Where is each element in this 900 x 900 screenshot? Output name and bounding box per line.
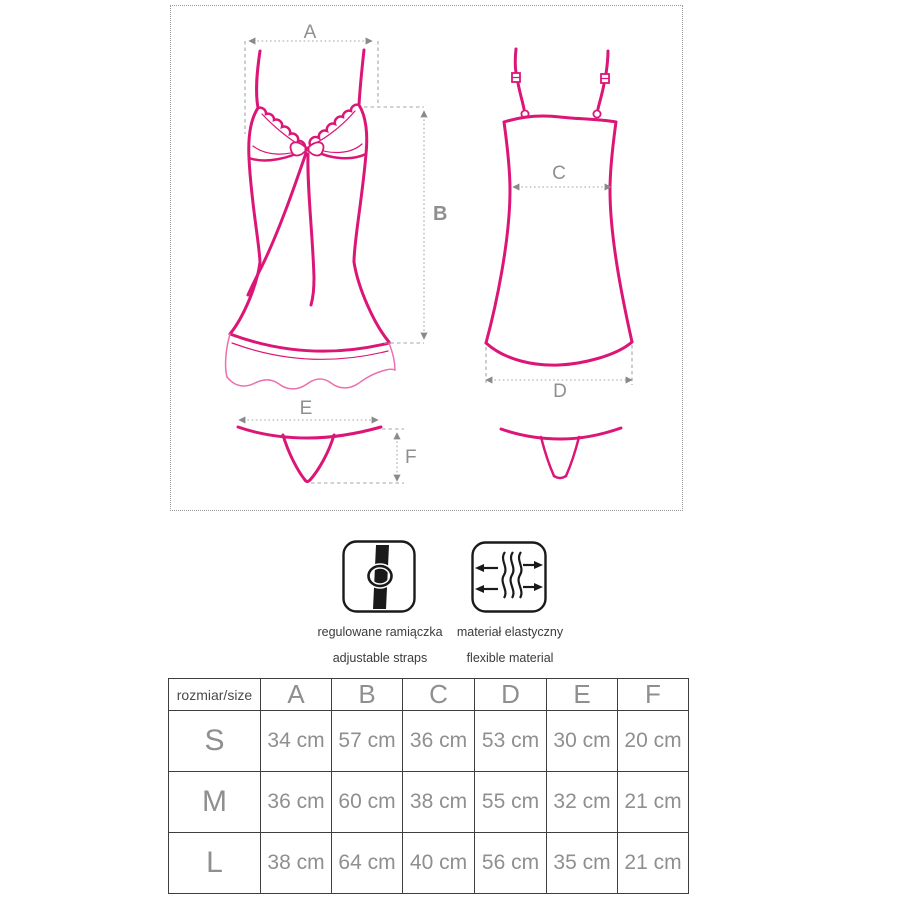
value-cell: 36 cm <box>261 772 332 833</box>
header-cell-f: F <box>618 679 689 711</box>
value-cell: 60 cm <box>332 772 403 833</box>
caption-en: flexible material <box>466 651 554 665</box>
value-cell: 35 cm <box>547 833 618 894</box>
value-cell: 38 cm <box>403 772 475 833</box>
header-cell-c: C <box>403 679 475 711</box>
table-row-s <box>169 711 689 772</box>
flexible-material-caption <box>420 625 600 677</box>
thong-back-drawing <box>501 428 621 478</box>
dimension-label-d: D <box>553 381 567 402</box>
value-cell: 53 cm <box>475 711 547 772</box>
garment-diagram <box>171 6 682 510</box>
size-cell: M <box>169 772 261 833</box>
dimension-label-b: B <box>433 203 448 225</box>
front-view-drawing <box>226 50 395 389</box>
caption-en: adjustable straps <box>332 651 428 665</box>
size-table <box>168 710 689 894</box>
value-cell: 36 cm <box>403 711 475 772</box>
corner-cell: rozmiar/size <box>169 679 261 711</box>
table-row-l <box>169 833 689 894</box>
header-cell-e: E <box>547 679 618 711</box>
value-cell: 40 cm <box>403 833 475 894</box>
size-table-header-row <box>169 679 689 711</box>
size-table-header <box>168 678 689 711</box>
size-cell: L <box>169 833 261 894</box>
dimension-E <box>239 398 378 420</box>
dimension-label-f: F <box>405 447 417 468</box>
value-cell: 20 cm <box>618 711 689 772</box>
thong-front-drawing <box>238 427 381 482</box>
dimension-label-e: E <box>299 398 313 419</box>
value-cell: 57 cm <box>332 711 403 772</box>
size-cell: S <box>169 711 261 772</box>
header-cell-d: D <box>475 679 547 711</box>
adjustable-straps-icon <box>342 540 416 614</box>
header-cell-b: B <box>332 679 403 711</box>
dimension-label-c: C <box>552 163 566 184</box>
value-cell: 30 cm <box>547 711 618 772</box>
value-cell: 64 cm <box>332 833 403 894</box>
back-view-drawing <box>486 49 632 365</box>
value-cell: 34 cm <box>261 711 332 772</box>
dimension-B <box>364 107 447 343</box>
dimension-label-a: A <box>303 22 317 43</box>
table-row-m <box>169 772 689 833</box>
value-cell: 21 cm <box>618 772 689 833</box>
caption-pl: regulowane ramiączka <box>317 625 443 639</box>
dimension-C <box>513 163 611 187</box>
value-cell: 32 cm <box>547 772 618 833</box>
header-cell-a: A <box>261 679 332 711</box>
measurement-diagram-panel <box>170 5 683 511</box>
value-cell: 38 cm <box>261 833 332 894</box>
caption-pl: materiał elastyczny <box>456 625 564 639</box>
flexible-material-icon <box>471 541 547 613</box>
value-cell: 55 cm <box>475 772 547 833</box>
value-cell: 21 cm <box>618 833 689 894</box>
value-cell: 56 cm <box>475 833 547 894</box>
